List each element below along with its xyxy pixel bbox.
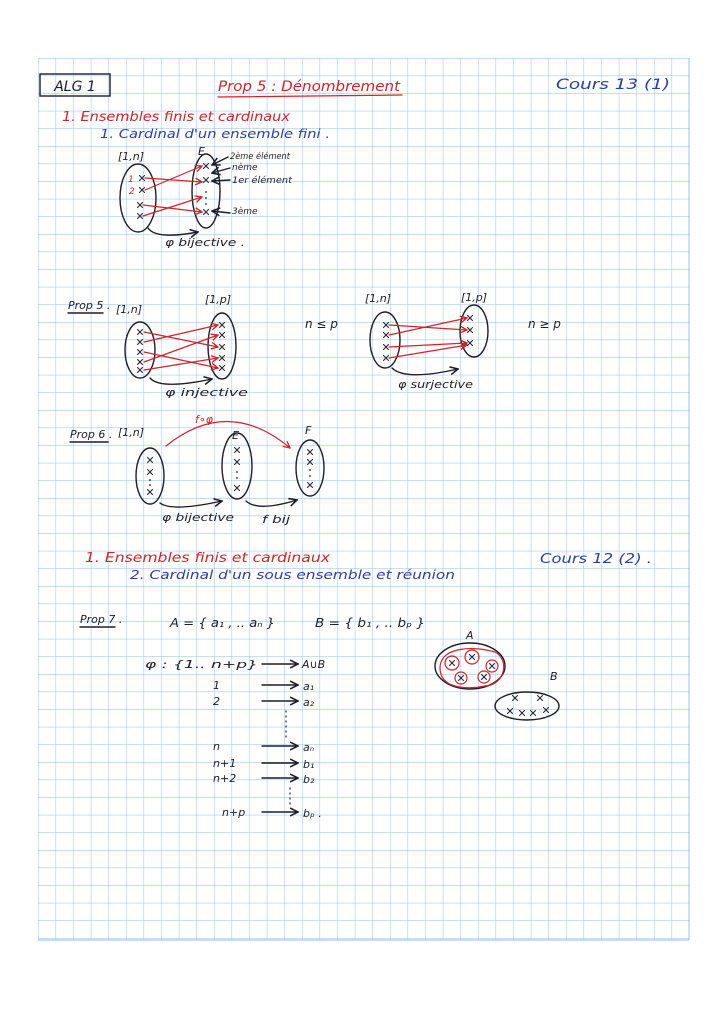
set-label-e: E [198, 145, 205, 158]
element-dot [149, 484, 151, 486]
element-dot [149, 479, 151, 481]
venn-label-b: B [550, 670, 558, 683]
element-dot [236, 477, 238, 479]
set-label-e: E [232, 429, 239, 442]
map1-label: φ bijective [162, 511, 235, 524]
element-dot [205, 197, 207, 199]
course-tag: ALG 1 [54, 79, 96, 95]
row-from: n [213, 740, 220, 753]
course-reference: Cours 12 (2) . [540, 552, 652, 567]
section-title: 1. Ensembles finis et cardinaux [85, 551, 331, 566]
condition: n ≤ p [305, 317, 338, 331]
set-label-domain: [1,n] [365, 292, 392, 305]
composition-label: f∘φ [195, 413, 214, 426]
label-second-element: 2ème élément [230, 152, 296, 162]
map-label: φ surjective [398, 378, 474, 391]
element-index-1: 1 [128, 175, 134, 185]
map-definition-left: φ : {1.. n+p} [145, 658, 258, 671]
map2-label: f bij [262, 513, 292, 526]
map-label: φ injective [165, 386, 249, 399]
element-dot [205, 203, 207, 205]
section-title: 1. Ensembles finis et cardinaux [62, 110, 291, 125]
set-label-domain: [1,n] [118, 150, 145, 163]
row-to: a₂ [303, 696, 315, 709]
pointer-arrow [212, 180, 230, 181]
course-reference: Cours 13 (1) [556, 77, 670, 93]
condition: n ≥ p [528, 317, 561, 331]
label-first-element: 1er élément [232, 176, 287, 186]
subsection-title: 1. Cardinal d'un ensemble fini . [100, 127, 330, 141]
prop-label: Prop 6 . [70, 428, 113, 441]
subsection-title: 2. Cardinal d'un sous ensemble et réunion [130, 568, 455, 582]
graph-paper-grid [38, 58, 689, 940]
set-b-definition: B = { b₁ , .. bₚ } [315, 616, 425, 630]
element-dot [236, 471, 238, 473]
row-to: bₚ . [303, 807, 322, 820]
label-third-element: 3ème [232, 207, 258, 217]
label-nth-element: nème [232, 163, 258, 173]
set-label-codomain: [1,p] [205, 293, 232, 306]
row-from: n+p [222, 806, 246, 819]
prop-label: Prop 5 . [68, 299, 111, 312]
row-to: aₙ [303, 741, 315, 754]
page-title: Prop 5 : Dénombrement [218, 79, 401, 95]
element-index-2: 2 [129, 187, 135, 197]
row-to: b₂ [303, 773, 315, 786]
element-dot [309, 469, 311, 471]
set-label-codomain: [1,p] [461, 291, 488, 304]
row-from: 1 [213, 679, 220, 692]
set-label-domain: [1,n] [118, 426, 145, 439]
map-definition-right: A∪B [302, 658, 326, 671]
element-dot [205, 191, 207, 193]
prop-label: Prop 7 . [80, 613, 123, 626]
row-to: a₁ [303, 680, 315, 693]
set-label-f: F [305, 424, 312, 437]
map-label: φ bijective . [165, 236, 245, 249]
set-a-definition: A = { a₁ , .. aₙ } [168, 616, 275, 630]
row-from: n+1 [213, 757, 237, 770]
set-label-domain: [1,n] [116, 303, 143, 316]
row-from: n+2 [213, 772, 237, 785]
element-dot [309, 475, 311, 477]
row-to: b₁ [303, 758, 315, 771]
venn-label-a: A [466, 629, 474, 642]
row-from: 2 [213, 695, 220, 708]
